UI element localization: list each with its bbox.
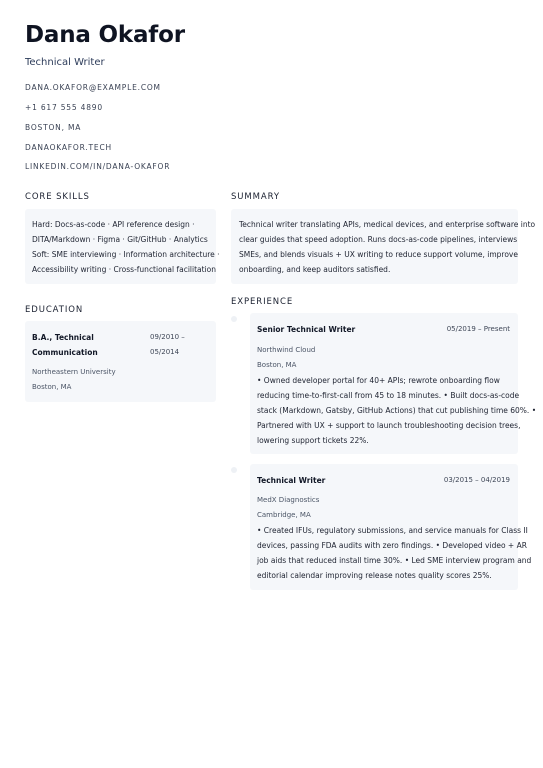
job-detail-line: editorial calendar improving release notes quality scores 25%. [257,571,492,580]
degree-line: Communication [32,348,98,357]
experience-item [250,464,532,590]
job-detail-line: • Owned developer portal for 40+ APIs; rewrote onboarding flow [257,376,500,385]
summary-line: onboarding, and keep auditors satisfied. [239,265,391,274]
education-dates: 05/2014 [150,348,180,356]
contact-email[interactable]: DANA.OKAFOR@EXAMPLE.COM [25,83,161,92]
summary-line: Technical writer translating APIs, medical devices, and enterprise software into [239,220,536,229]
education-heading: EDUCATION [25,305,84,315]
job-detail-line: reducing time-to-first-call from 45 to 18 minutes. • Built docs-as-code [257,391,520,400]
skills-line: Soft: SME interviewing · Information architecture · [32,250,220,259]
job-title: Senior Technical Writer [257,325,356,334]
job-detail-line: lowering support tickets 22%. [257,436,369,445]
skills-line: Accessibility writing · Cross-functional facilitation [32,265,217,274]
contact-location: BOSTON, MA [25,123,82,132]
experience-heading: EXPERIENCE [231,297,294,307]
summary-line: SMEs, and blends visuals + UX writing to reduce support volume, improve [239,250,518,259]
job-location: Boston, MA [257,361,297,369]
education-dates: 09/2010 – [150,333,185,341]
experience-item [250,313,537,454]
job-detail-line: devices, passing FDA audits with zero findings. • Developed video + AR [257,541,527,550]
contact-linkedin[interactable]: LINKEDIN.COM/IN/DANA-OKAFOR [25,162,171,171]
summary-line: clear guides that speed adoption. Runs docs-as-code pipelines, interviews [239,235,518,244]
candidate-title: Technical Writer [25,57,105,68]
timeline-dot-icon [231,467,237,473]
job-dates: 05/2019 – Present [446,325,510,333]
job-detail-line: • Created IFUs, regulatory submissions, and service manuals for Class II [257,526,528,535]
summary-card [231,209,536,284]
job-location: Cambridge, MA [257,511,311,519]
job-detail-line: job aids that reduced install time 30%. • Led SME interview program and [257,556,532,565]
education-card [25,321,216,402]
timeline-dot-icon [231,316,237,322]
job-title: Technical Writer [257,476,326,485]
candidate-name: Dana Okafor [25,22,185,48]
skills-line: DITA/Markdown · Figma · Git/GitHub · Analytics [32,235,208,244]
job-detail-line: Partnered with UX + support to launch troubleshooting decision trees, [257,421,521,430]
core-skills-card [25,209,220,284]
job-company: Northwind Cloud [257,346,316,354]
job-company: MedX Diagnostics [257,496,320,504]
contact-phone[interactable]: +1 617 555 4890 [25,103,103,112]
skills-line: Hard: Docs-as-code · API reference design · [32,220,195,229]
job-detail-line: stack (Markdown, Gatsby, GitHub Actions) that cut publishing time 60%. • [257,406,537,415]
contact-website[interactable]: DANAOKAFOR.TECH [25,143,112,152]
summary-heading: SUMMARY [231,192,280,202]
school-name: Northeastern University [32,368,116,376]
job-dates: 03/2015 – 04/2019 [443,476,510,484]
core-skills-heading: CORE SKILLS [25,192,90,202]
degree-line: B.A., Technical [32,333,94,342]
school-location: Boston, MA [32,383,72,391]
